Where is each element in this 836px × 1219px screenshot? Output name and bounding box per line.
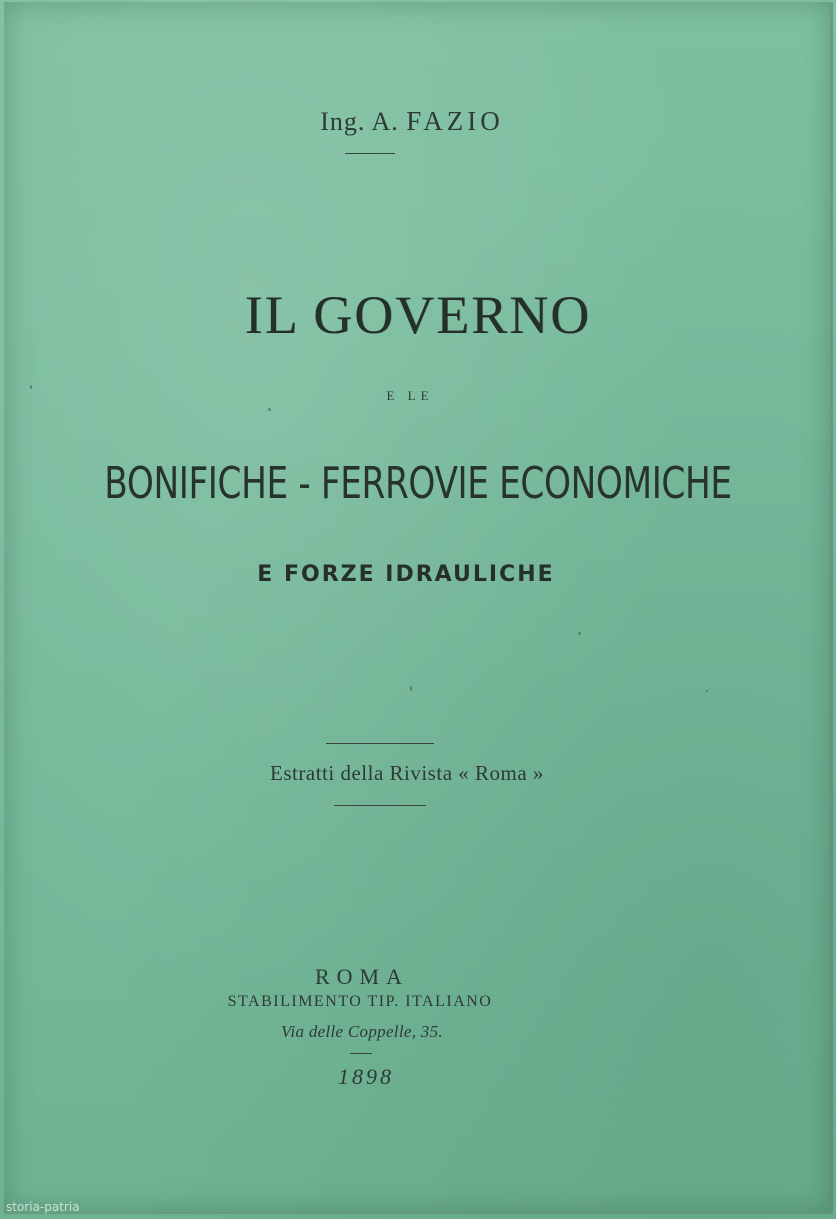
- book-title: IL GOVERNO: [244, 285, 592, 345]
- paper-speck: [410, 686, 412, 691]
- imprint-city: ROMA: [314, 964, 409, 989]
- extract-rule-top: [326, 743, 434, 744]
- paper-speck: [706, 690, 708, 692]
- imprint-address: Via delle Coppelle, 35.: [281, 1022, 443, 1041]
- author-surname: FAZIO: [406, 106, 504, 136]
- imprint-printer: STABILIMENTO TIP. ITALIANO: [227, 993, 493, 1010]
- paper-speck: [268, 408, 271, 411]
- paper-speck: [30, 385, 32, 389]
- author-rule: [345, 153, 395, 154]
- title-connector: E LE: [386, 388, 434, 403]
- book-subtitle-secondary: E FORZE IDRAULICHE: [257, 562, 555, 587]
- extract-note: Estratti della Rivista « Roma »: [270, 761, 544, 785]
- author-line: [0, 106, 830, 137]
- author-prefix: Ing. A.: [320, 107, 399, 136]
- book-subtitle: BONIFICHE - FERROVIE ECONOMICHE: [104, 458, 732, 509]
- paper-speck: [578, 632, 581, 635]
- extract-rule-bottom: [334, 805, 426, 806]
- imprint-rule: [350, 1053, 372, 1054]
- imprint-year: 1898: [338, 1064, 394, 1089]
- watermark-text: storia-patria: [6, 1200, 80, 1214]
